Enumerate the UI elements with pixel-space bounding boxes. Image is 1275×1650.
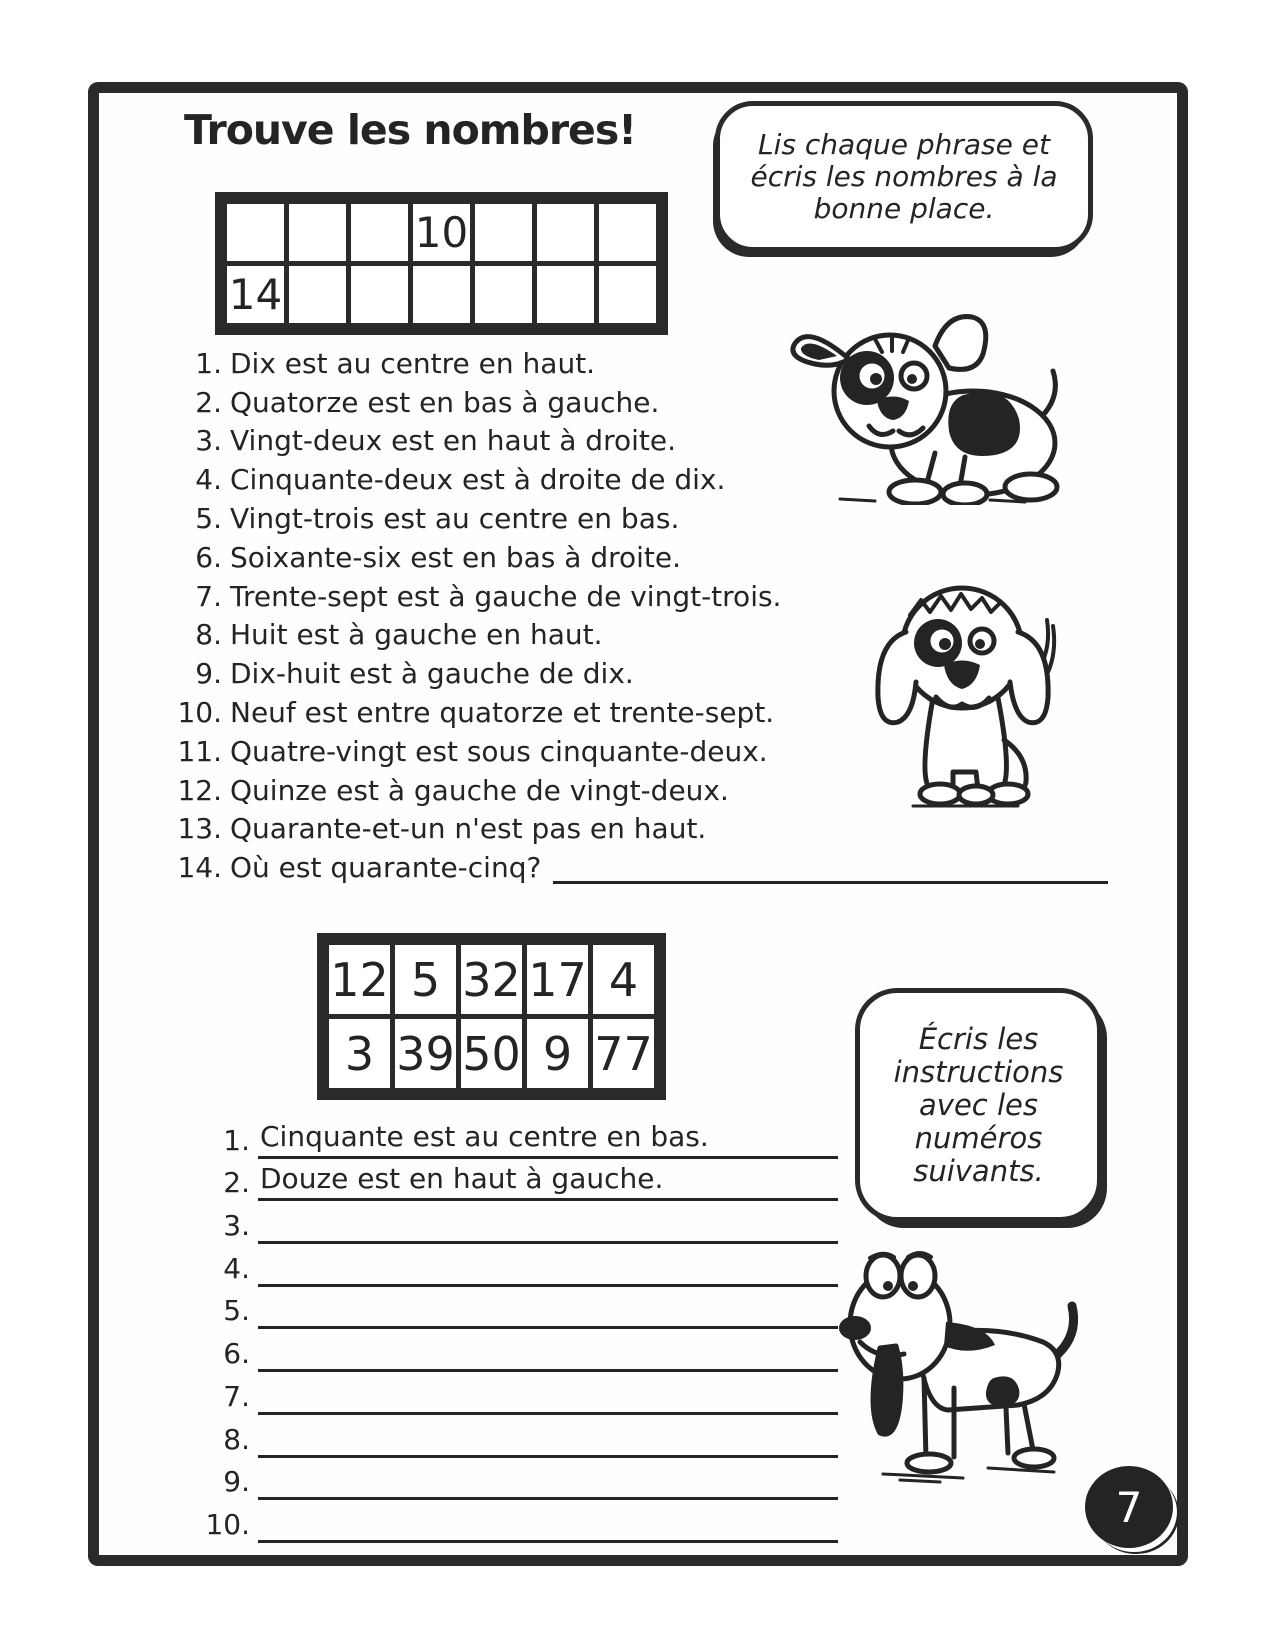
answer-line [258,1289,838,1329]
clue-text: Vingt-trois est au centre en bas. [230,502,680,536]
clue-item [162,499,1108,538]
clue-number: 14. [177,851,222,885]
writing-line-item [188,1415,838,1458]
answer-blank-line [553,851,1108,884]
grid-cell: 32 [459,939,525,1017]
clue-item [162,810,1108,849]
grid-row [221,198,662,264]
writing-line-item [188,1329,838,1372]
line-number: 10. [205,1507,250,1541]
clue-number: 2. [195,385,222,419]
line-number: 2. [223,1166,250,1200]
clue-number: 1. [195,346,222,380]
dog-illustration-2 [858,570,1070,810]
grid-cell [473,198,535,264]
grid-cell [287,264,349,330]
clue-text: Huit est à gauche en haut. [230,618,603,652]
line-number: 3. [223,1209,250,1243]
instruction-box-line: suivants. [913,1153,1044,1188]
answer-line [258,1204,838,1244]
speech-bubble-line: bonne place. [813,191,995,225]
answer-line [258,1375,838,1415]
grid-cell: 39 [393,1017,459,1095]
grid-cell [287,198,349,264]
worksheet-title: Trouve les nombres! [184,106,636,154]
clue-number: 9. [195,657,222,691]
clue-text: Où est quarante-cinq? [230,851,542,885]
clue-text: Dix-huit est à gauche de dix. [230,657,634,691]
grid-cell: 17 [525,939,591,1017]
line-number: 7. [223,1379,250,1413]
instruction-box-line: Écris les [918,1021,1039,1056]
line-number: 4. [223,1251,250,1285]
clue-number: 10. [177,696,222,730]
instruction-speech-bubble [715,101,1093,252]
clue-item-with-blank [162,848,1108,887]
clue-number: 7. [195,579,222,613]
line-number: 8. [223,1422,250,1456]
writing-line-item [188,1372,838,1415]
writing-lines [188,1116,838,1543]
clue-text: Soixante-six est en bas à droite. [230,540,682,574]
clue-number: 11. [177,734,222,768]
instruction-box-line: instructions [893,1054,1064,1089]
line-number: 6. [223,1337,250,1371]
writing-line-item [188,1244,838,1287]
writing-line-item [188,1159,838,1202]
answer-line [258,1332,838,1372]
clue-number: 6. [195,540,222,574]
dog-illustration-3 [828,1226,1078,1484]
grid-cell: 4 [591,939,661,1017]
grid-cell: 5 [393,939,459,1017]
clue-text: Trente-sept est à gauche de vingt-trois. [230,579,782,613]
writing-line-item [188,1500,838,1543]
grid-cell [535,198,597,264]
grid-cell [221,198,287,264]
clue-number: 3. [195,424,222,458]
grid-cell [473,264,535,330]
line-number: 1. [223,1123,250,1157]
number-grid-1 [215,192,668,335]
instruction-box [855,988,1102,1222]
grid-cell: 77 [591,1017,661,1095]
number-grid-2 [317,933,666,1100]
dog-illustration-1 [785,303,1070,505]
grid-row [323,939,660,1017]
instruction-box-line: numéros [914,1120,1043,1155]
clue-number: 4. [195,463,222,497]
clue-text: Quarante-et-un n'est pas en haut. [230,812,707,846]
clue-text: Dix est au centre en haut. [230,346,596,380]
page-number: 7 [1115,1482,1143,1532]
clue-number: 12. [177,773,222,807]
clue-number: 5. [195,502,222,536]
answer-line: Cinquante est au centre en bas. [258,1119,838,1159]
grid-cell: 3 [323,1017,393,1095]
clue-text: Vingt-deux est en haut à droite. [230,424,676,458]
grid-cell: 12 [323,939,393,1017]
clue-text: Cinquante-deux est à droite de dix. [230,463,726,497]
instruction-box-line: avec les [919,1087,1038,1122]
answer-line [258,1503,838,1543]
grid-cell [597,264,663,330]
grid-cell: 9 [525,1017,591,1095]
clue-number: 8. [195,618,222,652]
grid-cell [597,198,663,264]
page-number-badge [1085,1466,1173,1548]
answer-line: Douze est en haut à gauche. [258,1161,838,1201]
clue-text: Quinze est à gauche de vingt-deux. [230,773,729,807]
line-number: 9. [223,1465,250,1499]
grid-cell [535,264,597,330]
line-number: 5. [223,1294,250,1328]
grid-cell [349,198,411,264]
grid-row [221,264,662,330]
writing-line-item [188,1201,838,1244]
answer-line [258,1418,838,1458]
speech-bubble-line: écris les nombres à la [750,159,1058,193]
grid-cell: 50 [459,1017,525,1095]
clue-text: Neuf est entre quatorze et trente-sept. [230,696,775,730]
grid-cell [349,264,411,330]
grid-row [323,1017,660,1095]
writing-line-item [188,1458,838,1501]
clue-text: Quatorze est en bas à gauche. [230,385,660,419]
answer-line [258,1460,838,1500]
clue-number: 13. [177,812,222,846]
clue-text: Quatre-vingt est sous cinquante-deux. [230,734,768,768]
grid-cell: 10 [411,198,473,264]
answer-line [258,1247,838,1287]
writing-line-item [188,1287,838,1330]
writing-line-item [188,1116,838,1159]
grid-cell: 14 [221,264,287,330]
speech-bubble-line: Lis chaque phrase et [758,127,1050,161]
grid-cell [411,264,473,330]
